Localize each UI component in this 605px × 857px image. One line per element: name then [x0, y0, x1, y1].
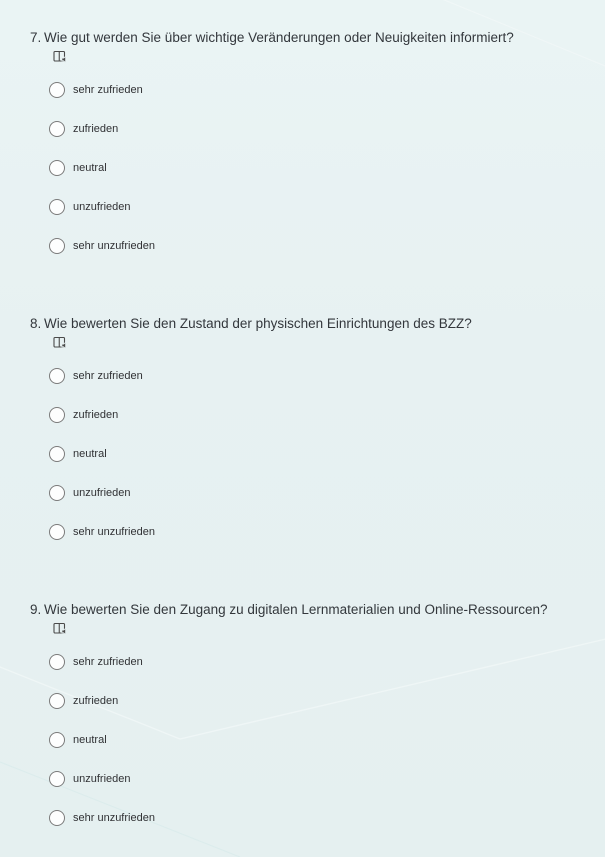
- radio-option[interactable]: [49, 485, 131, 501]
- question-title: [30, 316, 577, 332]
- radio-option[interactable]: [49, 238, 155, 254]
- option-label: zufrieden: [73, 123, 119, 135]
- question-number: 9.: [30, 602, 42, 617]
- radio-button[interactable]: [49, 732, 65, 748]
- option-label: sehr unzufrieden: [73, 812, 155, 824]
- immersive-reader-icon: [53, 336, 68, 350]
- immersive-reader-button[interactable]: [52, 50, 68, 65]
- radio-option[interactable]: [49, 693, 118, 709]
- radio-option[interactable]: [49, 810, 155, 826]
- option-label: unzufrieden: [73, 773, 131, 785]
- radio-option[interactable]: [49, 446, 107, 462]
- radio-button[interactable]: [49, 771, 65, 787]
- question-text: Wie bewerten Sie den Zustand der physischen Einrichtungen des BZZ?: [44, 316, 472, 331]
- radio-button[interactable]: [49, 160, 65, 176]
- radio-button[interactable]: [49, 485, 65, 501]
- radio-button[interactable]: [49, 810, 65, 826]
- options-group: [49, 368, 577, 540]
- option-label: sehr zufrieden: [73, 656, 143, 668]
- radio-button[interactable]: [49, 238, 65, 254]
- question-7: [30, 30, 577, 254]
- option-label: zufrieden: [73, 409, 119, 421]
- option-label: sehr unzufrieden: [73, 240, 155, 252]
- question-number: 7.: [30, 30, 42, 45]
- radio-button[interactable]: [49, 693, 65, 709]
- question-text: Wie gut werden Sie über wichtige Veränderungen oder Neuigkeiten informiert?: [44, 30, 514, 45]
- radio-option[interactable]: [49, 654, 143, 670]
- question-8: [30, 316, 577, 540]
- question-title: [30, 602, 577, 618]
- radio-button[interactable]: [49, 82, 65, 98]
- question-number: 8.: [30, 316, 42, 331]
- radio-button[interactable]: [49, 654, 65, 670]
- radio-option[interactable]: [49, 524, 155, 540]
- option-label: neutral: [73, 448, 107, 460]
- radio-option[interactable]: [49, 368, 143, 384]
- question-9: [30, 602, 577, 826]
- option-label: sehr zufrieden: [73, 370, 143, 382]
- immersive-reader-button[interactable]: [52, 622, 68, 637]
- immersive-reader-button[interactable]: [52, 336, 68, 351]
- question-text: Wie bewerten Sie den Zugang zu digitalen Lernmaterialien und Online-Ressourcen?: [44, 602, 548, 617]
- immersive-reader-icon: [53, 50, 68, 64]
- radio-option[interactable]: [49, 732, 107, 748]
- options-group: [49, 82, 577, 254]
- radio-button[interactable]: [49, 524, 65, 540]
- option-label: unzufrieden: [73, 487, 131, 499]
- radio-button[interactable]: [49, 446, 65, 462]
- radio-option[interactable]: [49, 771, 131, 787]
- radio-button[interactable]: [49, 368, 65, 384]
- radio-option[interactable]: [49, 199, 131, 215]
- radio-button[interactable]: [49, 121, 65, 137]
- radio-option[interactable]: [49, 121, 118, 137]
- question-title: [30, 30, 577, 46]
- immersive-reader-icon: [53, 622, 68, 636]
- option-label: zufrieden: [73, 695, 119, 707]
- radio-option[interactable]: [49, 160, 107, 176]
- options-group: [49, 654, 577, 826]
- option-label: sehr unzufrieden: [73, 526, 155, 538]
- option-label: sehr zufrieden: [73, 84, 143, 96]
- radio-button[interactable]: [49, 407, 65, 423]
- radio-option[interactable]: [49, 82, 143, 98]
- radio-option[interactable]: [49, 407, 118, 423]
- option-label: neutral: [73, 734, 107, 746]
- option-label: unzufrieden: [73, 201, 131, 213]
- radio-button[interactable]: [49, 199, 65, 215]
- option-label: neutral: [73, 162, 107, 174]
